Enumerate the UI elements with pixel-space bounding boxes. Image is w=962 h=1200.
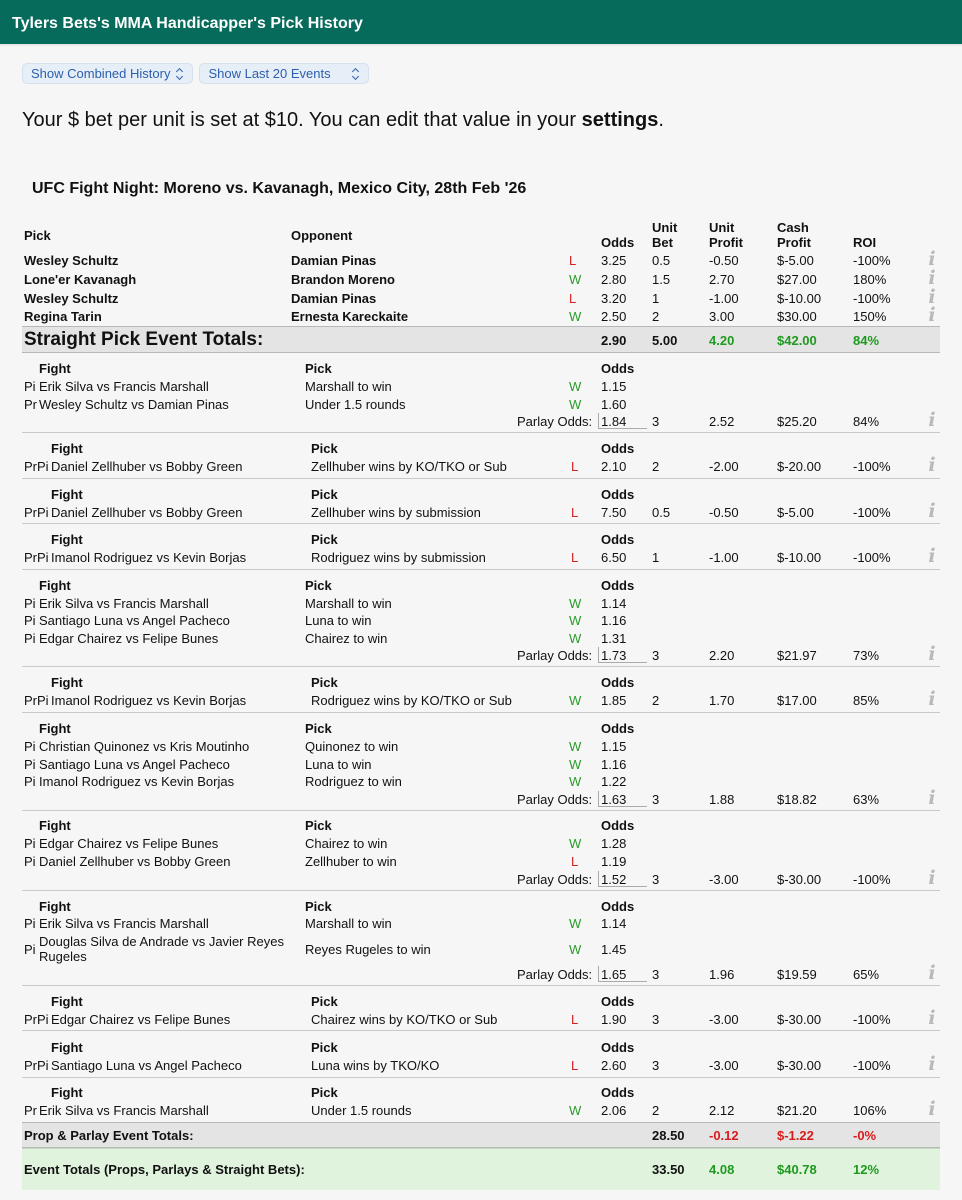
parlay-odds-box [598,871,647,887]
history-select[interactable] [22,63,193,84]
fight-column-header: Fight [39,818,71,833]
leg-odds: 1.14 [601,596,627,611]
leg-pick: Marshall to win [305,916,392,931]
profit-value: 2.52 [709,414,735,429]
leg-type-tag: Pi [24,942,36,957]
odds-column-header: Odds [601,1040,635,1055]
fight-name: Daniel Zellhuber vs Bobby Green [39,854,231,869]
leg-type-tag: PrPi [24,505,49,520]
units-value: 3 [652,792,660,807]
result-badge: W [569,631,582,646]
leg-type-tag: PrPi [24,1058,49,1073]
leg-odds: 2.60 [601,1058,627,1073]
fight-name: Daniel Zellhuber vs Bobby Green [51,505,243,520]
leg-pick: Luna to win [305,757,372,772]
fight-name: Edgar Chairez vs Felipe Bunes [39,836,219,851]
leg-pick: Chairez to win [305,631,388,646]
odds-value: 2.80 [601,272,627,287]
leg-type-tag: PrPi [24,459,49,474]
leg-odds: 1.45 [601,942,627,957]
result-badge: W [569,596,582,611]
cash-value: $-5.00 [777,253,814,268]
pick-column-header: Pick [311,994,338,1009]
profit-value: -1.00 [709,291,739,306]
cash-value: $27.00 [777,272,817,287]
result-badge: L [571,459,579,474]
roi-value: 73% [853,648,880,663]
units-value: 3 [652,1058,660,1073]
leg-odds: 7.50 [601,505,627,520]
pick-column-header: Pick [305,818,332,833]
fight-name: Christian Quinonez vs Kris Moutinho [39,739,250,754]
leg-odds: 1.15 [601,739,627,754]
profit-value: -3.00 [709,1012,739,1027]
info-icon[interactable]: i [928,1053,936,1075]
roi-value: 106% [853,1103,887,1118]
odds-column-header: Odds [601,899,635,914]
event-totals-units: 33.50 [652,1162,685,1177]
fight-name: Imanol Rodriguez vs Kevin Borjas [51,693,247,708]
straight-pick-name: Regina Tarin [24,309,102,324]
leg-pick: Reyes Rugeles to win [305,942,431,957]
leg-odds: 6.50 [601,550,627,565]
opponent-name: Ernesta Kareckaite [291,309,409,324]
cash-value: $-20.00 [777,459,822,474]
leg-type-tag: PrPi [24,550,49,565]
leg-pick: Under 1.5 rounds [311,1103,412,1118]
row-divider [22,810,940,811]
leg-type-tag: Pi [24,631,36,646]
event-title: UFC Fight Night: Moreno vs. Kavanagh, Mexico City, 28th Feb '26 [32,180,527,197]
roi-value: 150% [853,309,887,324]
pick-column-header: Pick [311,487,338,502]
straight-pick-name: Wesley Schultz [24,291,119,306]
leg-pick: Chairez wins by KO/TKO or Sub [311,1012,498,1027]
col-unit-header: Unit [652,220,678,235]
roi-value: -100% [853,459,891,474]
leg-odds: 1.60 [601,397,627,412]
totals-cash: $42.00 [777,333,817,348]
result-badge: L [571,854,579,869]
leg-odds: 1.15 [601,379,627,394]
result-badge: L [571,505,579,520]
pick-column-header: Pick [305,899,332,914]
cash-value: $-10.00 [777,291,822,306]
row-divider [22,1077,940,1078]
parlay-odds-label: Parlay Odds: [517,648,593,663]
info-icon[interactable]: i [928,409,936,431]
fight-name: Santiago Luna vs Angel Pacheco [51,1058,242,1073]
col-bet-header: Bet [652,235,673,250]
pick-column-header: Pick [311,532,338,547]
fight-name: Imanol Rodriguez vs Kevin Borjas [51,550,247,565]
leg-pick: Rodriguez to win [305,774,402,789]
parlay-odds-label: Parlay Odds: [517,792,593,807]
pick-column-header: Pick [305,721,332,736]
cash-value: $18.82 [777,792,817,807]
totals-profit: 4.20 [709,333,735,348]
roi-value: -100% [853,1012,891,1027]
result-badge: W [569,739,582,754]
leg-odds: 1.14 [601,916,627,931]
fight-name: Edgar Chairez vs Felipe Bunes [39,631,219,646]
odds-column-header: Odds [601,361,635,376]
leg-odds: 1.85 [601,693,627,708]
leg-pick: Chairez to win [305,836,388,851]
page-header: Tylers Bets's MMA Handicapper's Pick History [0,0,962,46]
fight-name: Imanol Rodriguez vs Kevin Borjas [39,774,235,789]
pick-column-header: Pick [305,361,332,376]
profit-value: -2.00 [709,459,739,474]
row-divider [22,712,940,713]
row-divider [22,432,940,433]
cash-value: $-5.00 [777,505,814,520]
pick-column-header: Pick [311,1085,338,1100]
leg-odds: 1.19 [601,854,627,869]
opponent-name: Damian Pinas [291,291,377,306]
prop-totals-cash: $-1.22 [777,1128,814,1143]
parlay-odds-label: Parlay Odds: [517,414,593,429]
fight-column-header: Fight [51,441,83,456]
fight-name: Erik Silva vs Francis Marshall [39,916,209,931]
opponent-name: Damian Pinas [291,253,377,268]
unit-note-text: Your $ bet per unit is set at $10. You can edit that value in your [22,109,582,131]
info-icon[interactable]: i [928,643,936,665]
units-value: 3 [652,1012,660,1027]
leg-pick: Luna to win [305,613,372,628]
roi-value: 65% [853,967,880,982]
roi-value: -100% [853,872,891,887]
units-value: 3 [652,967,660,982]
row-divider [22,478,940,479]
cash-value: $-30.00 [777,1058,822,1073]
units-value: 3 [652,414,660,429]
profit-value: -3.00 [709,872,739,887]
parlay-odds-value: 1.73 [601,648,627,663]
units-value: 2 [652,693,660,708]
odds-column-header: Odds [601,675,635,690]
info-icon[interactable]: i [928,248,936,270]
result-badge: W [569,774,582,789]
cash-value: $25.20 [777,414,817,429]
prop-totals-roi: -0% [853,1128,877,1143]
unit-note-suffix: . [658,109,664,131]
profit-value: -0.50 [709,505,739,520]
fight-name: Daniel Zellhuber vs Bobby Green [51,459,243,474]
parlay-odds-label: Parlay Odds: [517,872,593,887]
fight-name: Erik Silva vs Francis Marshall [39,1103,209,1118]
prop-totals-units: 28.50 [652,1128,685,1143]
result-badge: W [569,916,582,931]
opponent-name: Brandon Moreno [291,272,395,287]
roi-value: -100% [853,550,891,565]
parlay-odds-box [598,966,647,982]
parlay-odds-value: 1.52 [601,872,627,887]
profit-value: 2.70 [709,272,735,287]
leg-type-tag: Pr [24,397,37,412]
leg-type-tag: Pi [24,596,36,611]
pick-column-header: Pick [311,675,338,690]
select-arrows-icon [352,68,360,80]
leg-odds: 1.28 [601,836,627,851]
leg-pick: Rodriguez wins by KO/TKO or Sub [311,693,512,708]
info-icon[interactable]: i [928,304,936,326]
leg-pick: Marshall to win [305,379,392,394]
roi-value: -100% [853,253,891,268]
pick-column-header: Pick [311,1040,338,1055]
units-value: 1 [652,291,660,306]
parlay-odds-box [598,413,647,429]
units-value: 3 [652,872,660,887]
leg-pick: Zellhuber wins by submission [311,505,481,520]
odds-column-header: Odds [601,487,635,502]
col-profit-header: Profit [709,235,743,250]
settings-link[interactable]: settings [581,109,659,131]
roi-value: -100% [853,505,891,520]
odds-column-header: Odds [601,721,635,736]
cash-value: $19.59 [777,967,817,982]
fight-name-continued: Rugeles [39,949,87,964]
odds-column-header: Odds [601,994,635,1009]
fight-column-header: Fight [51,994,83,1009]
parlay-odds-box [598,791,647,807]
col-unit-header: Unit [709,220,735,235]
leg-pick: Zellhuber wins by KO/TKO or Sub [311,459,507,474]
fight-column-header: Fight [39,578,71,593]
fight-name: Santiago Luna vs Angel Pacheco [39,613,230,628]
leg-odds: 1.90 [601,1012,627,1027]
units-value: 2 [652,1103,660,1118]
leg-odds: 1.31 [601,631,627,646]
leg-type-tag: Pi [24,836,36,851]
info-icon[interactable]: i [928,454,936,476]
unit-note [22,109,664,132]
odds-value: 3.20 [601,291,627,306]
result-badge: W [569,942,582,957]
odds-value: 2.50 [601,309,627,324]
info-icon[interactable]: i [928,545,936,567]
profit-value: -0.50 [709,253,739,268]
profit-value: 1.70 [709,693,735,708]
units-value: 3 [652,648,660,663]
fight-column-header: Fight [39,899,71,914]
odds-column-header: Odds [601,1085,635,1100]
result-badge: W [569,757,582,772]
result-badge: L [571,1058,579,1073]
event-totals-label: Event Totals (Props, Parlays & Straight Bets): [24,1162,305,1177]
fight-name: Douglas Silva de Andrade vs Javier Reyes [39,934,284,949]
leg-type-tag: Pi [24,757,36,772]
fight-column-header: Fight [51,675,83,690]
leg-pick: Under 1.5 rounds [305,397,406,412]
info-icon[interactable]: i [928,787,936,809]
roi-value: 63% [853,792,880,807]
cash-value: $21.20 [777,1103,817,1118]
fight-column-header: Fight [39,721,71,736]
roi-value: -100% [853,1058,891,1073]
fight-name: Erik Silva vs Francis Marshall [39,379,209,394]
prop-parlay-totals-label: Prop & Parlay Event Totals: [24,1128,194,1143]
fight-name: Erik Silva vs Francis Marshall [39,596,209,611]
result-badge: W [569,272,582,287]
units-value: 1 [652,550,660,565]
info-icon[interactable]: i [928,688,936,710]
roi-value: 180% [853,272,887,287]
filter-controls [22,63,369,84]
cash-value: $30.00 [777,309,817,324]
units-value: 2 [652,309,660,324]
odds-column-header: Odds [601,532,635,547]
result-badge: W [569,836,582,851]
result-badge: W [569,1103,582,1118]
result-badge: L [571,1012,579,1027]
row-divider [22,523,940,524]
units-value: 1.5 [652,272,671,287]
cash-value: $-30.00 [777,1012,822,1027]
profit-value: 1.88 [709,792,735,807]
parlay-odds-value: 1.84 [601,414,627,429]
fight-name: Wesley Schultz vs Damian Pinas [39,397,229,412]
parlay-odds-value: 1.65 [601,967,627,982]
odds-column-header: Odds [601,818,635,833]
leg-pick: Marshall to win [305,596,392,611]
info-icon[interactable]: i [928,962,936,984]
leg-odds: 1.22 [601,774,627,789]
fight-name: Santiago Luna vs Angel Pacheco [39,757,230,772]
totals-odds: 2.90 [601,333,627,348]
parlay-odds-box [598,647,647,663]
leg-pick: Quinonez to win [305,739,399,754]
event-count-select[interactable] [199,63,369,84]
leg-type-tag: Pi [24,916,36,931]
pick-column-header: Pick [311,441,338,456]
event-totals-roi: 12% [853,1162,880,1177]
select-arrows-icon [176,68,184,80]
leg-type-tag: Pi [24,854,36,869]
leg-odds: 2.06 [601,1103,627,1118]
result-badge: W [569,693,582,708]
pick-column-header: Pick [305,578,332,593]
fight-column-header: Fight [51,1085,83,1100]
leg-type-tag: Pi [24,613,36,628]
result-badge: W [569,613,582,628]
info-icon[interactable]: i [928,286,936,308]
leg-type-tag: PrPi [24,1012,49,1027]
result-badge: W [569,379,582,394]
cash-value: $17.00 [777,693,817,708]
row-divider [22,890,940,891]
result-badge: W [569,397,582,412]
cash-value: $-10.00 [777,550,822,565]
col-pick-header: Pick [24,228,51,243]
col-odds-header: Odds [601,235,635,250]
profit-value: 3.00 [709,309,735,324]
info-icon[interactable]: i [928,1007,936,1029]
leg-type-tag: Pi [24,379,36,394]
units-value: 2 [652,459,660,474]
row-divider [22,1030,940,1031]
profit-value: -3.00 [709,1058,739,1073]
leg-pick: Luna wins by TKO/KO [311,1058,440,1073]
profit-value: 1.96 [709,967,735,982]
row-divider [22,666,940,667]
roi-value: 85% [853,693,880,708]
info-icon[interactable]: i [928,500,936,522]
totals-roi: 84% [853,333,880,348]
fight-column-header: Fight [51,487,83,502]
fight-column-header: Fight [51,1040,83,1055]
event-count-select-label: Show Last 20 Events [208,66,331,81]
col-profit-header: Profit [777,235,811,250]
fight-column-header: Fight [39,361,71,376]
profit-value: -1.00 [709,550,739,565]
straight-pick-name: Wesley Schultz [24,253,119,268]
event-totals-cash: $40.78 [777,1162,817,1177]
units-value: 0.5 [652,505,671,520]
leg-type-tag: Pr [24,1103,37,1118]
roi-value: 84% [853,414,880,429]
leg-odds: 1.16 [601,757,627,772]
row-divider [22,985,940,986]
col-roi-header: ROI [853,235,877,250]
straight-pick-name: Lone'er Kavanagh [24,272,137,287]
profit-value: 2.12 [709,1103,735,1118]
col-cash-header: Cash [777,220,809,235]
leg-odds: 2.10 [601,459,627,474]
col-opponent-header: Opponent [291,228,353,243]
parlay-odds-value: 1.63 [601,792,627,807]
leg-type-tag: Pi [24,774,36,789]
row-divider [22,569,940,570]
prop-totals-profit: -0.12 [709,1128,739,1143]
fight-column-header: Fight [51,532,83,547]
info-icon[interactable]: i [928,1098,936,1120]
info-icon[interactable]: i [928,267,936,289]
result-badge: W [569,309,582,324]
result-badge: L [571,550,579,565]
odds-column-header: Odds [601,441,635,456]
odds-column-header: Odds [601,578,635,593]
result-badge: L [569,253,577,268]
leg-pick: Rodriguez wins by submission [311,550,486,565]
result-badge: L [569,291,577,306]
fight-name: Edgar Chairez vs Felipe Bunes [51,1012,231,1027]
profit-value: 2.20 [709,648,735,663]
leg-type-tag: PrPi [24,693,49,708]
leg-pick: Zellhuber to win [305,854,397,869]
cash-value: $21.97 [777,648,817,663]
info-icon[interactable]: i [928,867,936,889]
cash-value: $-30.00 [777,872,822,887]
odds-value: 3.25 [601,253,627,268]
totals-units: 5.00 [652,333,678,348]
leg-type-tag: Pi [24,739,36,754]
roi-value: -100% [853,291,891,306]
event-totals-profit: 4.08 [709,1162,735,1177]
parlay-odds-label: Parlay Odds: [517,967,593,982]
straight-totals-label: Straight Pick Event Totals: [24,329,264,350]
history-select-label: Show Combined History [31,66,171,81]
units-value: 0.5 [652,253,671,268]
leg-odds: 1.16 [601,613,627,628]
